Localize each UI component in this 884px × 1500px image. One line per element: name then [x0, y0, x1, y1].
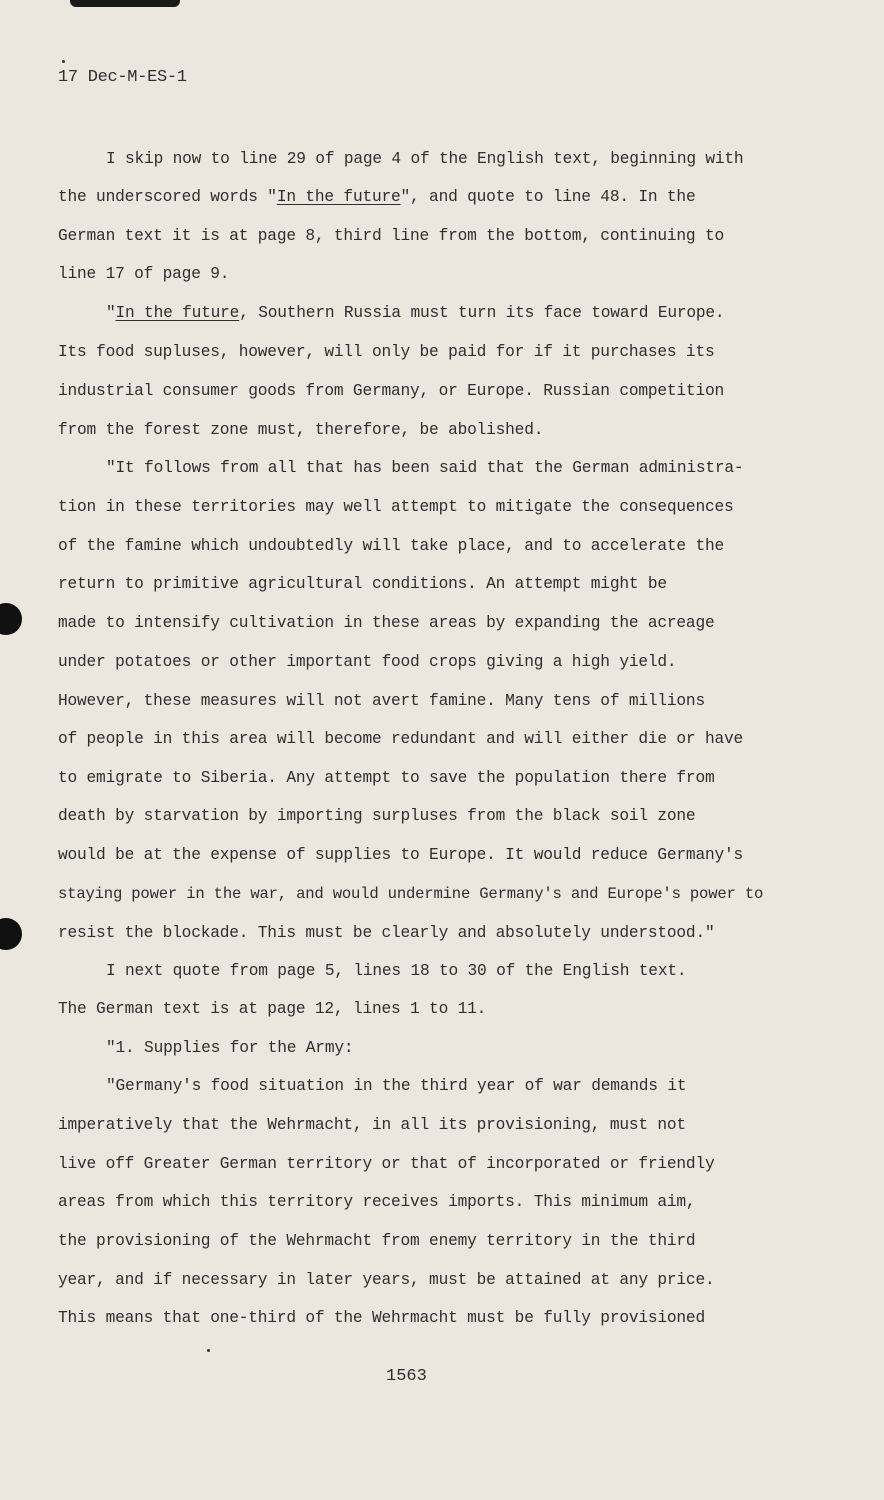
text-line: made to intensify cultivation in these areas by expanding the acreage — [58, 614, 715, 632]
text-line: "Germany's food situation in the third year of war demands it — [106, 1077, 687, 1095]
punch-hole-bottom — [0, 918, 22, 950]
text-line: industrial consumer goods from Germany, or Europe. Russian competition — [58, 382, 724, 400]
ink-speck — [207, 1349, 210, 1352]
text-line: This means that one-third of the Wehrmacht must be fully provisioned — [58, 1309, 705, 1327]
text-line: staying power in the war, and would undermine Germany's and Europe's power to — [58, 885, 764, 903]
text-line: under potatoes or other important food crops giving a high yield. — [58, 653, 677, 671]
text-line: The German text is at page 12, lines 1 to 11. — [58, 1000, 487, 1018]
text-line: line 17 of page 9. — [58, 265, 230, 283]
section-heading: "1. Supplies for the Army: — [106, 1039, 354, 1057]
text-line: would be at the expense of supplies to Europe. It would reduce Germany's — [58, 846, 744, 864]
text-line: areas from which this territory receives imports. This minimum aim, — [58, 1193, 696, 1211]
text-line: I skip now to line 29 of page 4 of the English text, beginning with — [106, 150, 744, 168]
text-line: live off Greater German territory or that of incorporated or friendly — [58, 1155, 715, 1173]
text-line: the underscored words "In the future", and quote to line 48. In the — [58, 188, 696, 206]
text-line: "It follows from all that has been said that the German administra- — [106, 459, 744, 477]
punch-hole-top — [0, 603, 22, 635]
page-number: 1563 — [386, 1367, 427, 1386]
text-line: from the forest zone must, therefore, be abolished. — [58, 421, 544, 439]
text-line: to emigrate to Siberia. Any attempt to save the population there from — [58, 769, 715, 787]
text-line: the provisioning of the Wehrmacht from enemy territory in the third — [58, 1232, 696, 1250]
document-reference: 17 Dec-M-ES-1 — [58, 68, 187, 87]
text-line: "In the future, Southern Russia must turn its face toward Europe. — [106, 304, 725, 322]
scan-edge-mark — [70, 0, 180, 7]
text-line: Its food supluses, however, will only be paid for if it purchases its — [58, 343, 715, 361]
text-line: of the famine which undoubtedly will take place, and to accelerate the — [58, 537, 724, 555]
text-line: year, and if necessary in later years, must be attained at any price. — [58, 1271, 715, 1289]
text-line: However, these measures will not avert famine. Many tens of millions — [58, 692, 705, 710]
text-line: return to primitive agricultural conditions. An attempt might be — [58, 575, 667, 593]
text-line: imperatively that the Wehrmacht, in all its provisioning, must not — [58, 1116, 686, 1134]
underlined-phrase: In the future — [276, 188, 401, 206]
text-line: tion in these territories may well attempt to mitigate the consequences — [58, 498, 734, 516]
text-line: I next quote from page 5, lines 18 to 30 of the English text. — [106, 962, 687, 980]
text-line: death by starvation by importing surpluses from the black soil zone — [58, 807, 696, 825]
text-line: resist the blockade. This must be clearly and absolutely understood." — [58, 924, 715, 942]
ink-speck — [62, 60, 65, 63]
text-line: German text it is at page 8, third line from the bottom, continuing to — [58, 227, 724, 245]
text-line: of people in this area will become redundant and will either die or have — [58, 730, 744, 748]
underlined-phrase: In the future — [115, 304, 240, 322]
